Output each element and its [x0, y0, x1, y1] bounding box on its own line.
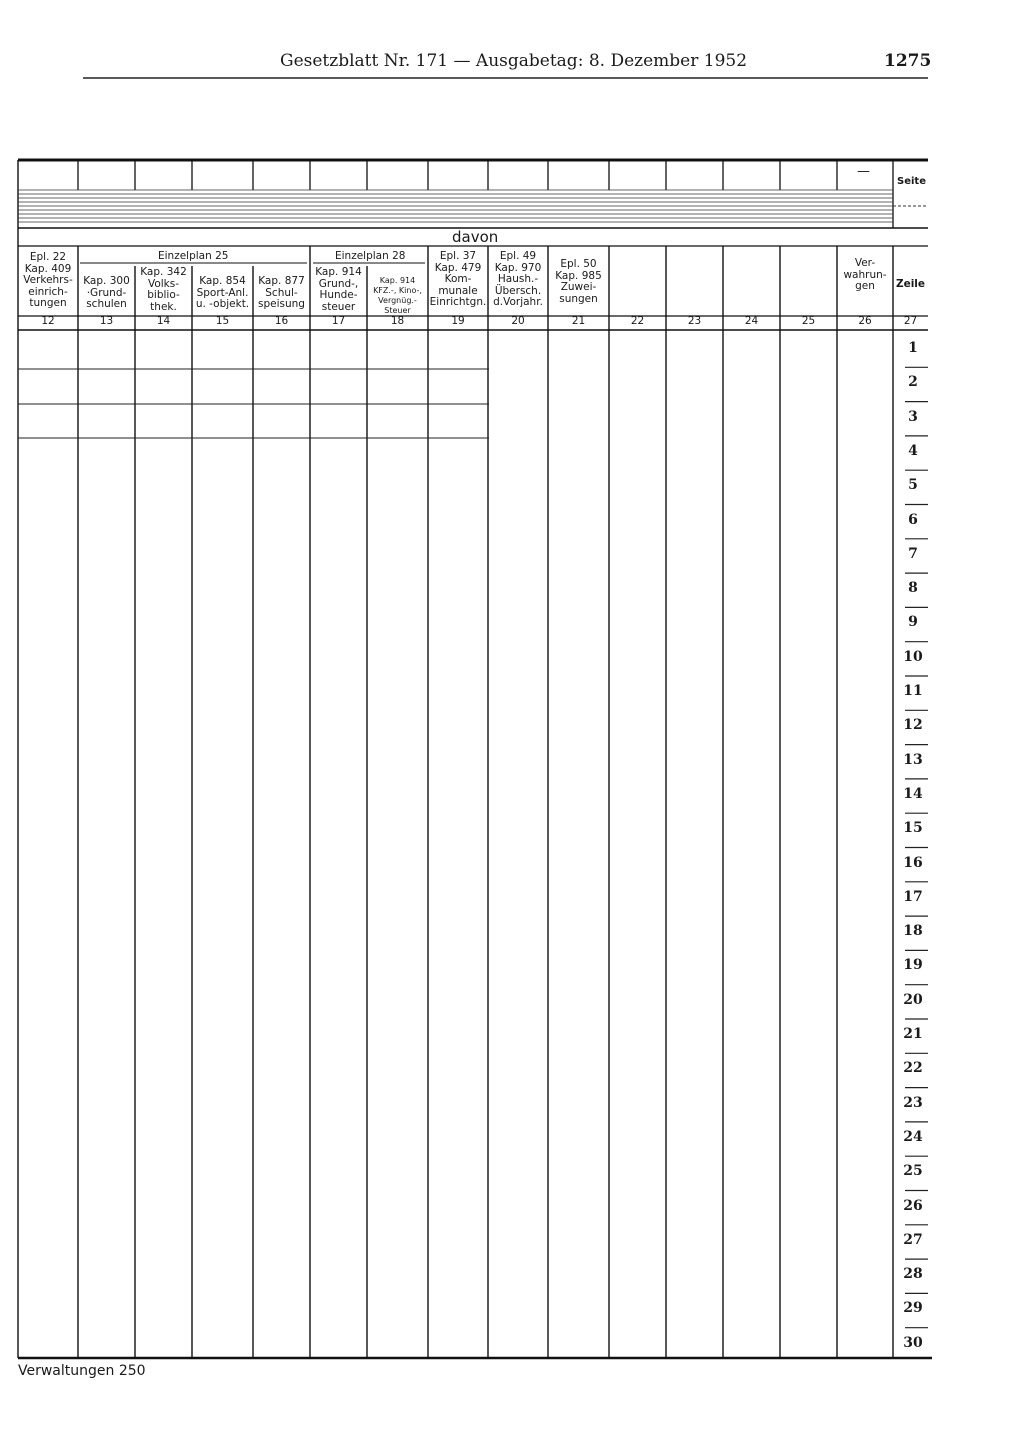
row-number: 13: [903, 751, 923, 768]
row-number: 24: [903, 1128, 923, 1145]
column-number: 13: [99, 315, 114, 327]
row-number: 10: [903, 648, 923, 665]
row-number: 3: [908, 408, 918, 425]
row-number: 4: [908, 442, 918, 459]
row-number: 1: [908, 340, 918, 356]
row-number: 2: [908, 374, 918, 391]
footer-note: Verwaltungen 250: [18, 1363, 146, 1379]
seite-label: Seite: [897, 176, 926, 187]
column-header-19: Epl. 37 Kap. 479 Kom- munale Einrichtgn.: [429, 250, 487, 308]
column-header-16: Kap. 877 Schul- speisung: [258, 275, 305, 310]
row-number: 20: [903, 991, 923, 1008]
column-header-12: Epl. 22 Kap. 409 Verkehrs- einrich- tungen: [23, 251, 73, 309]
row-number: 12: [903, 717, 923, 734]
row-number: 14: [903, 785, 923, 802]
column-header-17: Kap. 914 Grund-, Hunde- steuer: [315, 266, 362, 313]
column-number: 18: [390, 315, 405, 327]
row-number: 28: [903, 1266, 923, 1283]
column-header-13: Kap. 300 ·Grund- schulen: [83, 275, 130, 310]
column-header-15: Kap. 854 Sport-Anl. u. -objekt.: [195, 275, 250, 310]
column-number: 14: [156, 315, 171, 327]
row-number: 17: [903, 888, 923, 905]
row-number: 21: [903, 1026, 923, 1042]
row-number: 19: [903, 957, 923, 974]
page-number: 1275: [884, 51, 932, 71]
column-number: 23: [687, 315, 702, 327]
column-number: 16: [274, 315, 289, 327]
column-number: 15: [215, 315, 230, 327]
column-header-21: Epl. 50 Kap. 985 Zuwei- sungen: [555, 258, 602, 305]
row-number: 9: [908, 614, 918, 631]
column-header-14: Kap. 342 Volks- biblio- thek.: [140, 266, 187, 313]
row-number: 16: [903, 854, 923, 871]
running-title: Gesetzblatt Nr. 171 — Ausgabetag: 8. Dezember 1952: [280, 51, 748, 71]
row-number: 29: [903, 1300, 923, 1317]
column-number: 26: [858, 315, 872, 327]
column-number: 22: [630, 315, 645, 327]
row-number: 25: [903, 1163, 923, 1180]
davon-label: davon: [452, 228, 499, 246]
column-number: 21: [571, 315, 586, 327]
row-number: 18: [903, 923, 923, 940]
column-header-27: Zeile: [895, 278, 926, 290]
group-einzelplan-25: Einzelplan 25: [158, 250, 229, 262]
column-header-26: Ver- wahrun- gen: [843, 257, 887, 292]
row-number: 27: [903, 1231, 923, 1248]
group-einzelplan-28: Einzelplan 28: [335, 250, 406, 262]
column-number: 24: [744, 315, 759, 327]
column-header-18: Kap. 914 KFZ.-, Kino-, Vergnüg.-Steuer: [373, 276, 422, 315]
row-number: 6: [908, 511, 918, 528]
column-header-20: Epl. 49 Kap. 970 Haush.- Übersch. d.Vorjahr.: [493, 250, 543, 308]
column-number: 19: [451, 315, 465, 327]
row-number: 26: [903, 1197, 923, 1214]
row-number: 22: [903, 1060, 923, 1077]
row-number: 15: [903, 820, 923, 837]
column-number: 27: [903, 315, 918, 327]
row-number: 30: [903, 1334, 923, 1351]
column-number: 25: [801, 315, 816, 327]
row-number: 5: [908, 477, 918, 494]
row-number: 7: [908, 545, 918, 562]
row-number: 23: [903, 1094, 923, 1111]
column-number: 12: [41, 315, 55, 327]
row-number: 8: [908, 580, 918, 597]
column-number: 20: [511, 315, 525, 327]
top-right-dash: —: [857, 164, 870, 179]
column-number: 17: [331, 315, 346, 327]
row-number: 11: [903, 683, 923, 699]
